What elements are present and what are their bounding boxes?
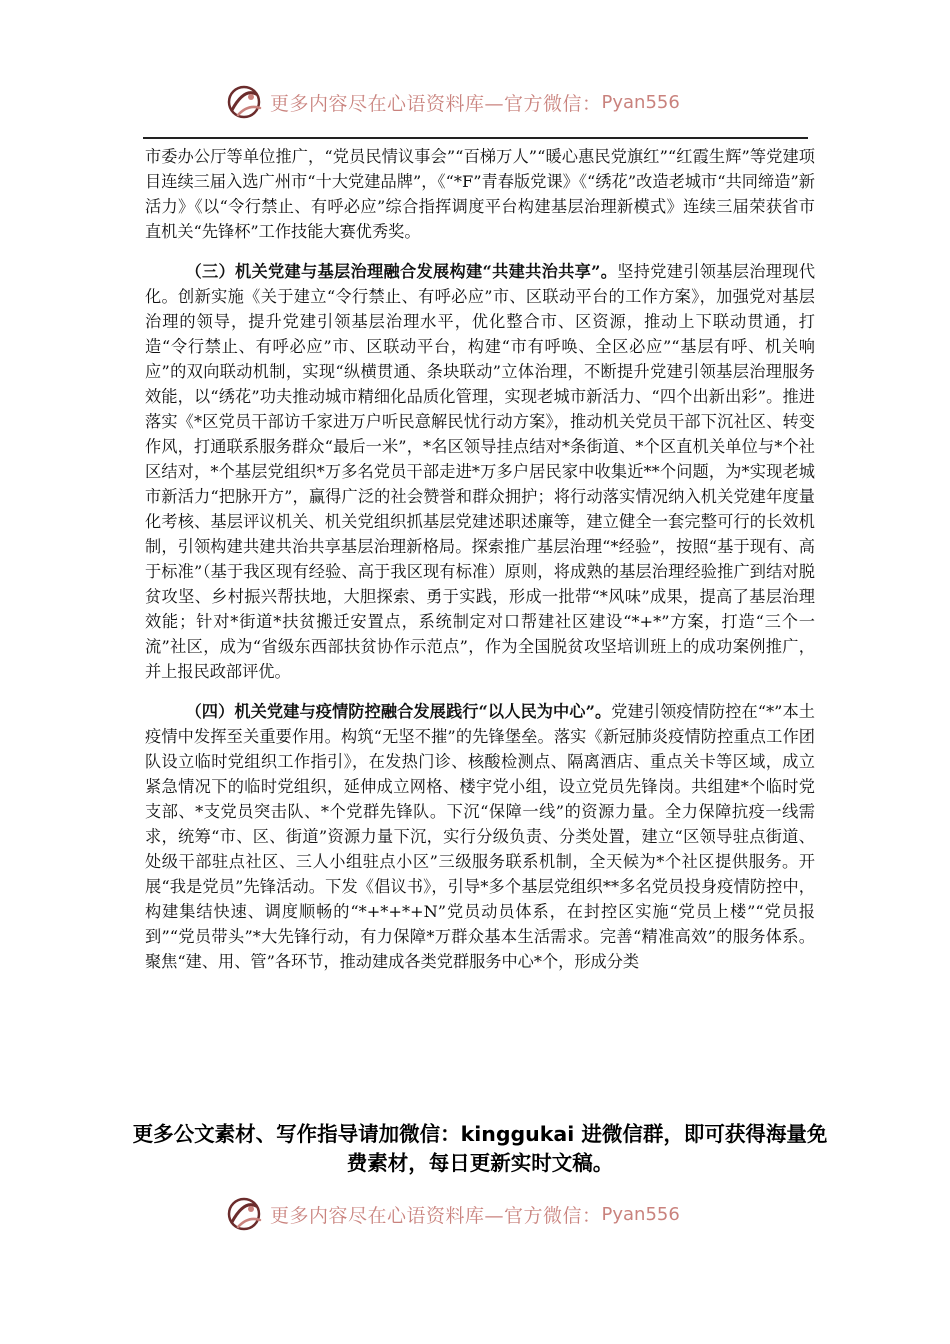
paragraph-text: 坚持党建引领基层治理现代化。创新实施《关于建立“令行禁止、有呼必应”市、区联动平台的工作方案》，加强党对基层治理的领导，提升党建引领基层治理水平，优化整合市、区资源，推动上下联动贯通，打造“令行禁止、有呼必应”市、区联动平台，构建“市有呼唤、全区必应”“基层有呼、机关响应”的双向联动机制，实现“纵横贯通、条块联动”立体治理，不断提升党建引领基层治理服务效能，以“绣花”功夫推动城市精细化品质化管理，实现老城市新活力、“四个出新出彩”。推进落实《*区党员干部访千家进万户听民意解民忧行动方案》，推动机关党员干部下沉社区、转变作风，打通联系服务群众“最后一米”，*名区领导挂点结对*条街道、*个区直机关单位与*个社区结对，*个基层党组织*万多名党员干部走进*万多户居民家中收集近**个问题，为*实现老城市新活力“把脉开方”，赢得广泛的社会赞誉和群众拥护；将行动落实情况纳入机关党建年度量化考核、基层评议机关、机关党组织抓基层党建述职述廉等，建立健全一套完整可行的长效机制，引领构建共建共治共享基层治理新格局。探索推广基层治理“*经验”，按照“基于现有、高于标准”（基于我区现有经验、高于我区现有标准）原则，将成熟的基层治理经验推广到结对脱贫攻坚、乡村振兴帮扶地，大胆探索、勇于实践，形成一批带“*风味”成果，提高了基层治理效能；针对*街道*扶贫搬迁安置点，系统制定对口帮建社区建设“*+*”方案，打造“三个一流”社区，成为“省级东西部扶贫协作示范点”，作为全国脱贫攻坚培训班上的成功案例推广，并上报民政部评优。 [145, 262, 816, 681]
paragraph-text: 党建引领疫情防控在“*”本土疫情中发挥至关重要作用。构筑“无坚不摧”的先锋堡垒。落实《新冠肺炎疫情防控重点工作团队设立临时党组织工作指引》，在发热门诊、核酸检测点、隔离酒店、重点关卡等区域，成立紧急情况下的临时党组织，延伸成立网格、楼宇党小组，设立党员先锋岗。共组建*个临时党支部、*支党员突击队、*个党群先锋队。下沉“保障一线”的资源力量。全力保障抗疫一线需求，统筹“市、区、街道”资源力量下沉，实行分级负责、分类处置，建立“区领导驻点街道、处级干部驻点社区、三人小组驻点小区”三级服务联系机制，全天候为*个社区提供服务。开展“我是党员”先锋活动。下发《倡议书》，引导*多个基层党组织**多名党员投身疫情防控中，构建集结快速、调度顺畅的“*+*+*+N”党员动员体系，在封控区实施“党员上楼”“党员报到”“党员带头”*大先锋行动，有力保障*万群众基本生活需求。完善“精准高效”的服务体系。聚焦“建、用、管”各环节，推动建成各类党群服务中心*个，形成分类 [145, 702, 815, 971]
header-banner-text: 更多内容尽在心语资料库—官方微信： [270, 92, 602, 115]
header-wechat-id: Pyan556 [601, 91, 680, 113]
logo-icon [224, 1194, 264, 1234]
logo-icon [224, 82, 264, 122]
section-3-heading: （三）机关党建与基层治理融合发展构建“共建共治共享”。 [185, 262, 618, 281]
footer-wechat-id: Pyan556 [601, 1203, 680, 1225]
header-banner [224, 82, 680, 122]
paragraph-continued [145, 144, 815, 244]
section-4-heading: （四）机关党建与疫情防控融合发展践行“以人民为中心”。 [185, 702, 612, 721]
footer-banner-text: 更多内容尽在心语资料库—官方微信： [270, 1204, 602, 1227]
footer-banner [224, 1194, 680, 1234]
header-rule [143, 137, 808, 139]
paragraph-section-3 [145, 259, 815, 684]
document-body [145, 144, 815, 974]
paragraph-section-4 [145, 699, 815, 974]
paragraph-text: 市委办公厅等单位推广，“党员民情议事会”“百梯万人”“暖心惠民党旗红”“红霞生辉”等党建项目连续三届入选广州市“十大党建品牌”，《“*F”青春版党课》《“绣花”改造老城市“共同缔造”新活力》《以“令行禁止、有呼必应”综合指挥调度平台构建基层治理新模式》连续三届荣获省市直机关“先锋杯”工作技能大赛优秀奖。 [145, 147, 815, 241]
promo-text: 更多公文素材、写作指导请加微信：kinggukai 进微信群，即可获得海量免费素材，每日更新实时文稿。 [132, 1122, 828, 1175]
